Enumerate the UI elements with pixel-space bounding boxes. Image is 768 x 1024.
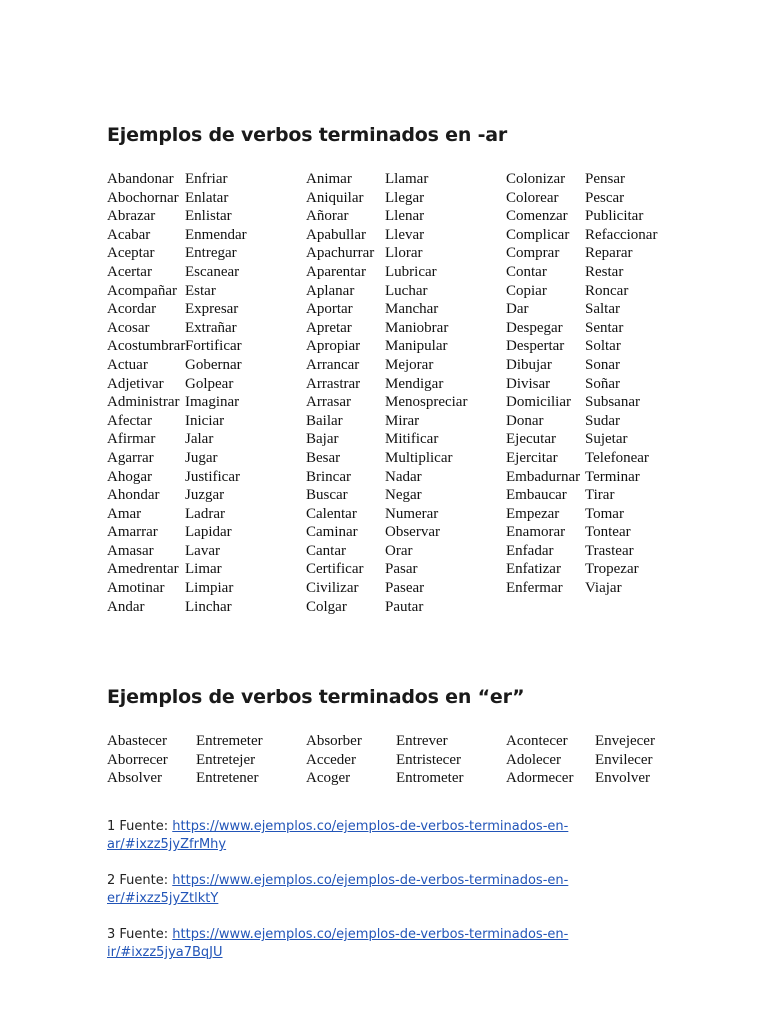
verb-item: Colorear	[506, 189, 559, 206]
verb-item: Caminar	[306, 524, 358, 541]
verb-item: Embaucar	[506, 487, 567, 504]
verb-item: Comenzar	[506, 208, 568, 225]
verb-item: Tirar	[585, 487, 615, 504]
verb-item: Absorber	[306, 733, 362, 749]
verb-item: Afectar	[107, 412, 152, 429]
verb-item: Contar	[506, 263, 547, 280]
verb-item: Absolver	[107, 770, 162, 787]
er-column-5	[506, 732, 573, 788]
verb-item: Domiciliar	[506, 394, 571, 411]
verb-item: Calentar	[306, 505, 357, 522]
verb-item: Arrasar	[306, 394, 351, 411]
verb-item: Estar	[185, 282, 216, 299]
verb-item: Lavar	[185, 542, 220, 559]
verb-item: Animar	[306, 171, 352, 187]
verb-item: Embadurnar	[506, 468, 581, 485]
verb-item: Arrancar	[306, 356, 360, 373]
verb-item: Expresar	[185, 301, 239, 318]
verb-item: Aborrecer	[107, 751, 168, 768]
verb-item: Pescar	[585, 189, 625, 206]
verb-item: Tropezar	[585, 561, 639, 578]
verb-item: Abochornar	[107, 189, 179, 206]
section-ar-title: Ejemplos de verbos terminados en -ar	[107, 124, 508, 146]
source-2	[107, 872, 627, 908]
verb-item: Enfadar	[506, 542, 554, 559]
verb-item: Viajar	[585, 580, 622, 597]
verb-item: Arrastrar	[306, 375, 361, 392]
verb-item: Besar	[306, 449, 341, 466]
verb-item: Certificar	[306, 561, 364, 578]
verb-item: Entretejer	[196, 751, 256, 768]
verb-item: Mejorar	[385, 356, 434, 373]
verb-item: Ahondar	[107, 487, 160, 504]
verb-item: Pasear	[385, 580, 425, 597]
verb-item: Enlistar	[185, 208, 232, 225]
verb-item: Enmendar	[185, 226, 247, 243]
verb-item: Entrometer	[396, 770, 464, 787]
verb-item: Linchar	[185, 598, 232, 615]
verb-item: Andar	[107, 598, 145, 615]
verb-item: Numerar	[385, 505, 439, 522]
verb-item: Comprar	[506, 245, 560, 262]
verb-item: Dar	[506, 301, 529, 318]
verb-item: Sujetar	[585, 431, 628, 448]
verb-item: Multiplicar	[385, 449, 453, 466]
verb-item: Sonar	[585, 356, 620, 373]
verb-item: Adormecer	[506, 770, 574, 787]
verb-item: Orar	[385, 542, 413, 559]
verb-item: Acosar	[107, 319, 150, 336]
verb-item: Lapidar	[185, 524, 232, 541]
verb-item: Mirar	[385, 412, 420, 429]
verb-item: Adjetivar	[107, 375, 164, 392]
verb-item: Soltar	[585, 338, 621, 355]
verb-item: Entregar	[185, 245, 237, 262]
verb-item: Dibujar	[506, 356, 552, 373]
verb-item: Acostumbrar	[107, 338, 186, 355]
verb-item: Acontecer	[506, 733, 568, 749]
verb-item: Mendigar	[385, 375, 444, 392]
verb-item: Empezar	[506, 505, 560, 522]
verb-item: Apropiar	[306, 338, 361, 355]
verb-item: Actuar	[107, 356, 148, 373]
verb-item: Adolecer	[506, 751, 561, 768]
verb-item: Lubricar	[385, 263, 437, 280]
verb-item: Acabar	[107, 226, 151, 243]
verb-item: Subsanar	[585, 394, 640, 411]
verb-item: Acertar	[107, 263, 152, 280]
verb-item: Acompañar	[107, 282, 177, 299]
verb-item: Bajar	[306, 431, 339, 448]
section-er-title: Ejemplos de verbos terminados en “er”	[107, 686, 525, 708]
verb-item: Publicitar	[585, 208, 644, 225]
verb-item: Limpiar	[185, 580, 234, 597]
verb-item: Menospreciar	[385, 394, 468, 411]
ar-column-3	[306, 170, 374, 616]
verb-item: Jugar	[185, 449, 218, 466]
verb-item: Nadar	[385, 468, 422, 485]
verb-item: Envejecer	[595, 733, 655, 749]
verb-item: Aniquilar	[306, 189, 364, 206]
source-1-label: 1 Fuente:	[107, 819, 173, 834]
verb-item: Abandonar	[107, 171, 174, 187]
verb-item: Mitificar	[385, 431, 439, 448]
verb-item: Abastecer	[107, 733, 167, 749]
source-1-link[interactable]: https://www.ejemplos.co/ejemplos-de-verbos-terminados-en-ar/#ixzz5jyZfrMhy	[107, 819, 569, 852]
verb-item: Imaginar	[185, 394, 240, 411]
verb-item: Llamar	[385, 171, 429, 187]
verb-item: Añorar	[306, 208, 349, 225]
verb-item: Gobernar	[185, 356, 242, 373]
verb-item: Tomar	[585, 505, 624, 522]
verb-item: Amarrar	[107, 524, 158, 541]
verb-item: Entretener	[196, 770, 259, 787]
verb-item: Pautar	[385, 598, 424, 615]
verb-item: Aplanar	[306, 282, 355, 299]
verb-item: Roncar	[585, 282, 629, 299]
verb-item: Brincar	[306, 468, 351, 485]
verb-item: Envolver	[595, 770, 650, 787]
verb-item: Ahogar	[107, 468, 152, 485]
verb-item: Acceder	[306, 751, 356, 768]
verb-item: Jalar	[185, 431, 214, 448]
verb-item: Fortificar	[185, 338, 242, 355]
verb-item: Luchar	[385, 282, 428, 299]
er-column-2	[196, 732, 263, 788]
verb-item: Enlatar	[185, 189, 229, 206]
verb-item: Apachurrar	[306, 245, 375, 262]
verb-item: Tontear	[585, 524, 631, 541]
verb-item: Manchar	[385, 301, 439, 318]
verb-item: Refaccionar	[585, 226, 658, 243]
verb-item: Justificar	[185, 468, 240, 485]
source-3	[107, 926, 627, 962]
verb-item: Sudar	[585, 412, 620, 429]
verb-item: Aparentar	[306, 263, 366, 280]
verb-item: Saltar	[585, 301, 620, 318]
verb-item: Llenar	[385, 208, 425, 225]
verb-item: Enfatizar	[506, 561, 561, 578]
verb-item: Amar	[107, 505, 142, 522]
verb-item: Llegar	[385, 189, 425, 206]
verb-item: Despertar	[506, 338, 565, 355]
verb-item: Bailar	[306, 412, 343, 429]
verb-item: Pensar	[585, 171, 625, 187]
verb-item: Ejecutar	[506, 431, 556, 448]
verb-item: Despegar	[506, 319, 563, 336]
verb-item: Entrever	[396, 733, 448, 749]
verb-item: Apretar	[306, 319, 352, 336]
verb-item: Llevar	[385, 226, 425, 243]
verb-item: Limar	[185, 561, 222, 578]
verb-item: Pasar	[385, 561, 418, 578]
verb-item: Colgar	[306, 598, 347, 615]
verb-item: Amotinar	[107, 580, 165, 597]
verb-item: Colonizar	[506, 171, 566, 187]
ar-column-1	[107, 170, 185, 616]
source-2-label: 2 Fuente:	[107, 873, 173, 888]
verb-item: Amasar	[107, 542, 154, 559]
source-3-label: 3 Fuente:	[107, 927, 173, 942]
verb-item: Acordar	[107, 301, 157, 318]
verb-item: Extrañar	[185, 319, 237, 336]
verb-item: Negar	[385, 487, 422, 504]
verb-item: Copiar	[506, 282, 547, 299]
verb-item: Donar	[506, 412, 544, 429]
verb-item: Abrazar	[107, 208, 156, 225]
verb-item: Agarrar	[107, 449, 154, 466]
verb-item: Golpear	[185, 375, 234, 392]
verb-item: Sentar	[585, 319, 624, 336]
verb-item: Divisar	[506, 375, 551, 392]
source-1	[107, 818, 627, 854]
verb-item: Envilecer	[595, 751, 653, 768]
verb-item: Telefonear	[585, 449, 649, 466]
verb-item: Juzgar	[185, 487, 225, 504]
verb-item: Ejercitar	[506, 449, 558, 466]
ar-column-5	[506, 170, 580, 598]
verb-item: Enfriar	[185, 171, 228, 187]
verb-item: Administrar	[107, 394, 180, 411]
verb-item: Civilizar	[306, 580, 359, 597]
er-column-4	[396, 732, 463, 788]
verb-item: Aceptar	[107, 245, 155, 262]
verb-item: Apabullar	[306, 226, 366, 243]
ar-column-4	[385, 170, 467, 616]
verb-item: Aportar	[306, 301, 353, 318]
verb-item: Restar	[585, 263, 624, 280]
verb-item: Iniciar	[185, 412, 225, 429]
verb-item: Complicar	[506, 226, 570, 243]
er-column-3	[306, 732, 362, 788]
verb-item: Reparar	[585, 245, 633, 262]
verb-item: Afirmar	[107, 431, 156, 448]
verb-item: Entremeter	[196, 733, 263, 749]
verb-item: Buscar	[306, 487, 348, 504]
verb-item: Manipular	[385, 338, 448, 355]
verb-item: Acoger	[306, 770, 351, 787]
verb-item: Amedrentar	[107, 561, 179, 578]
verb-item: Terminar	[585, 468, 640, 485]
verb-item: Observar	[385, 524, 440, 541]
verb-item: Ladrar	[185, 505, 225, 522]
verb-item: Cantar	[306, 542, 346, 559]
verb-item: Escanear	[185, 263, 240, 280]
verb-item: Llorar	[385, 245, 423, 262]
source-3-link[interactable]: https://www.ejemplos.co/ejemplos-de-verbos-terminados-en-ir/#ixzz5jya7BqJU	[107, 927, 569, 960]
verb-item: Enamorar	[506, 524, 566, 541]
ar-column-6	[585, 170, 657, 598]
verb-item: Enfermar	[506, 580, 563, 597]
ar-column-2	[185, 170, 247, 616]
verb-item: Trastear	[585, 542, 634, 559]
source-2-link[interactable]: https://www.ejemplos.co/ejemplos-de-verbos-terminados-en-er/#ixzz5jyZtlktY	[107, 873, 569, 906]
verb-item: Soñar	[585, 375, 620, 392]
verb-item: Maniobrar	[385, 319, 449, 336]
er-column-1	[107, 732, 168, 788]
er-column-6	[595, 732, 655, 788]
verb-item: Entristecer	[396, 751, 461, 768]
